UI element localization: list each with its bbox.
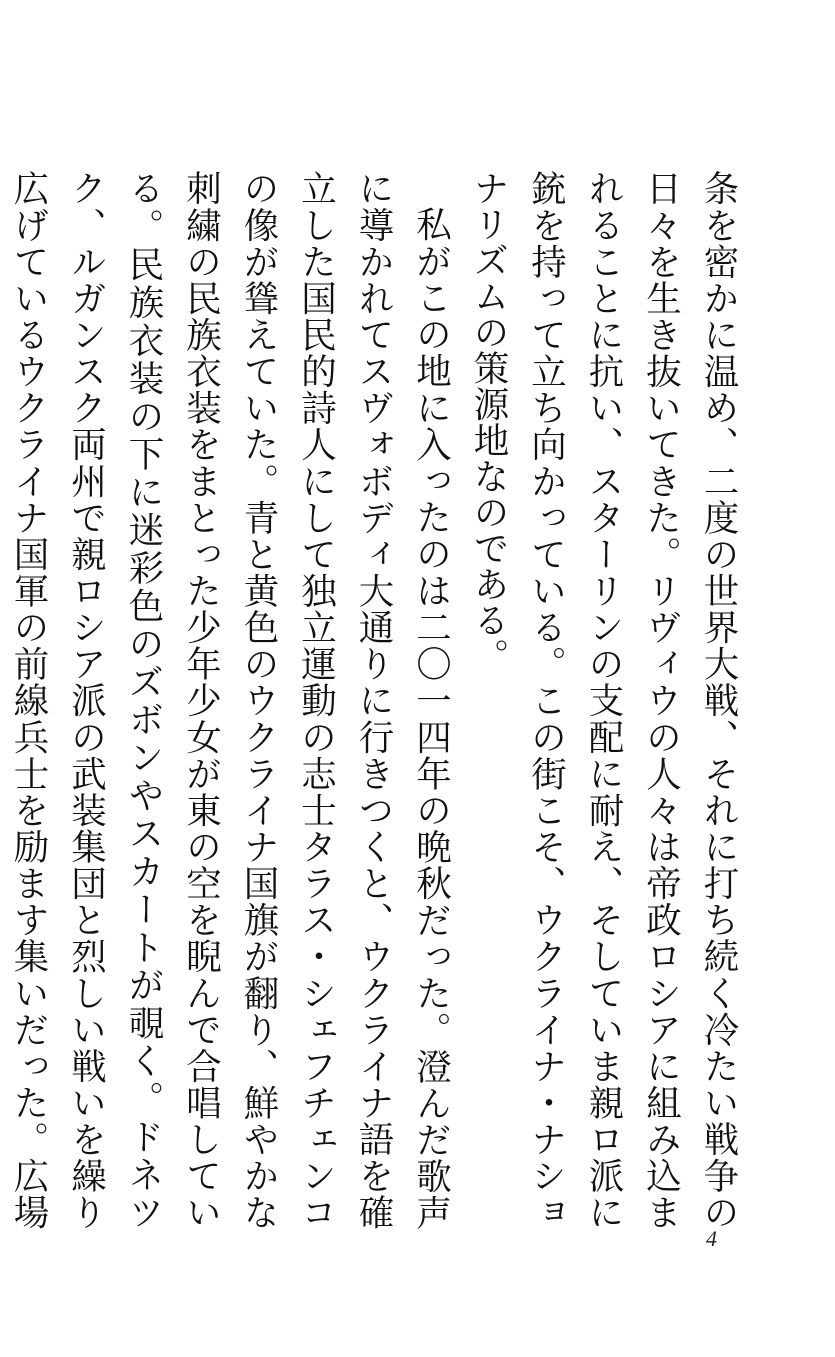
page-number: 4 [706, 1226, 717, 1251]
paragraph-1: 条を密かに温め、二度の世界大戦、それに打ち続く冷たい戦争の日々を生き抜いてきた。リヴィウの人々は帝政ロシアに組み込まれることに抗い、スターリンの支配に耐え、そしていま親ロ派に銃を持って立ち向かっている。この街こそ、ウクライナ・ナショナリズムの策源地なのである。 [468, 170, 739, 1230]
vertical-text-body [8, 170, 747, 1230]
paragraph-2: 私がこの地に入ったのは二〇一四年の晩秋だった。澄んだ歌声に導かれてスヴォボディ大通りに行きつくと、ウクライナ語を確立した国民的詩人にして独立運動の志士タラス・シェフチェンコの像が聳えていた。青と黄色のウクライナ国旗が翻り、鮮やかな刺繍の民族衣装をまとった少年少女が東の空を睨んで合唱している。民族衣装の下に迷彩色のズボンやスカートが覗く。ドネツク、ルガンスク両州で親ロシア派の武装集団と烈しい戦いを繰り広げているウクライナ国軍の前線兵士を励ます集いだった。広場 [8, 170, 452, 1230]
